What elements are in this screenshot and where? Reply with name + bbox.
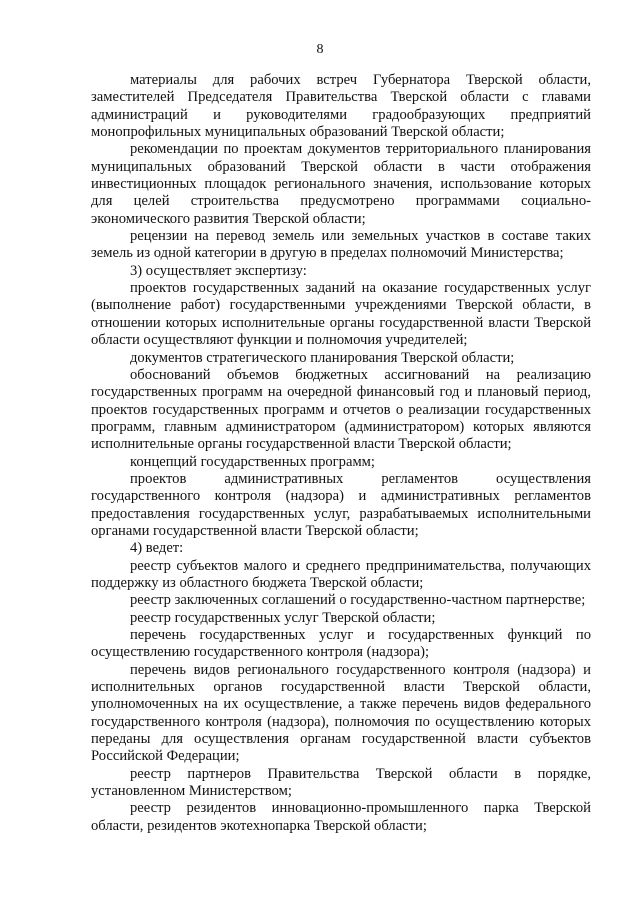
paragraph: 3) осуществляет экспертизу:: [130, 262, 307, 279]
paragraph: рекомендации по проектам документов территориального планирования муниципальных образований Тверской области в части отображения инвестиционных площадок регионального значения, использование которых для целей строительства предусмотрено программами социально-экономического развития Тверской области;: [91, 141, 591, 227]
paragraph: реестр резидентов инновационно-промышленного парка Тверской области, резидентов экотехнопарка Тверской области;: [91, 800, 591, 834]
paragraph: реестр субъектов малого и среднего предпринимательства, получающих поддержку из областного бюджета Тверской области;: [91, 557, 591, 591]
page-number: 8: [316, 42, 324, 57]
paragraph: обоснований объемов бюджетных ассигнований на реализацию государственных программ на очередной финансовый год и плановый период, проектов государственных программ и отчетов о реализации государственных программ, главным администратором (администратором) которых являются исполнительные органы государственной власти Тверской области;: [91, 366, 591, 453]
paragraph: реестр партнеров Правительства Тверской области в порядке, установленном Министерством;: [91, 765, 591, 800]
paragraph: документов стратегического планирования Тверской области;: [130, 349, 515, 366]
paragraph: 4) ведет:: [130, 540, 184, 557]
paragraph: реестр заключенных соглашений о государственно-частном партнерстве;: [130, 592, 586, 609]
paragraph: материалы для рабочих встреч Губернатора Тверской области, заместителей Председателя Правительства Тверской области с главами администраций и руководителями градообразующих предприятий монопрофильных муниципальных образований Тверской области;: [91, 72, 591, 141]
paragraph: проектов государственных заданий на оказание государственных услуг (выполнение работ) государственными учреждениями Тверской области, в отношении которых исполнительные органы государственной власти Тверской области осуществляют функции и полномочия учредителей;: [91, 280, 591, 349]
paragraph: перечень государственных услуг и государственных функций по осуществлению государственного контроля (надзора);: [91, 627, 591, 661]
document-body: [91, 72, 591, 835]
paragraph: рецензии на перевод земель или земельных участков в составе таких земель из одной категории в другую в пределах полномочий Министерства;: [91, 228, 591, 262]
paragraph: проектов административных регламентов осуществления государственного контроля (надзора) и административных регламентов предоставления государственных услуг, разрабатываемых исполнительными органами государственной власти Тверской области;: [91, 470, 591, 539]
paragraph: реестр государственных услуг Тверской области;: [130, 609, 436, 626]
paragraph: концепций государственных программ;: [130, 453, 375, 470]
paragraph: перечень видов регионального государственного контроля (надзора) и исполнительных органов государственной власти Тверской области, уполномоченных на их осуществление, а также перечень видов федерального государственного контроля (надзора), полномочия по осуществлению которых переданы для осуществления органам государственной власти субъектов Российской Федерации;: [91, 661, 591, 765]
